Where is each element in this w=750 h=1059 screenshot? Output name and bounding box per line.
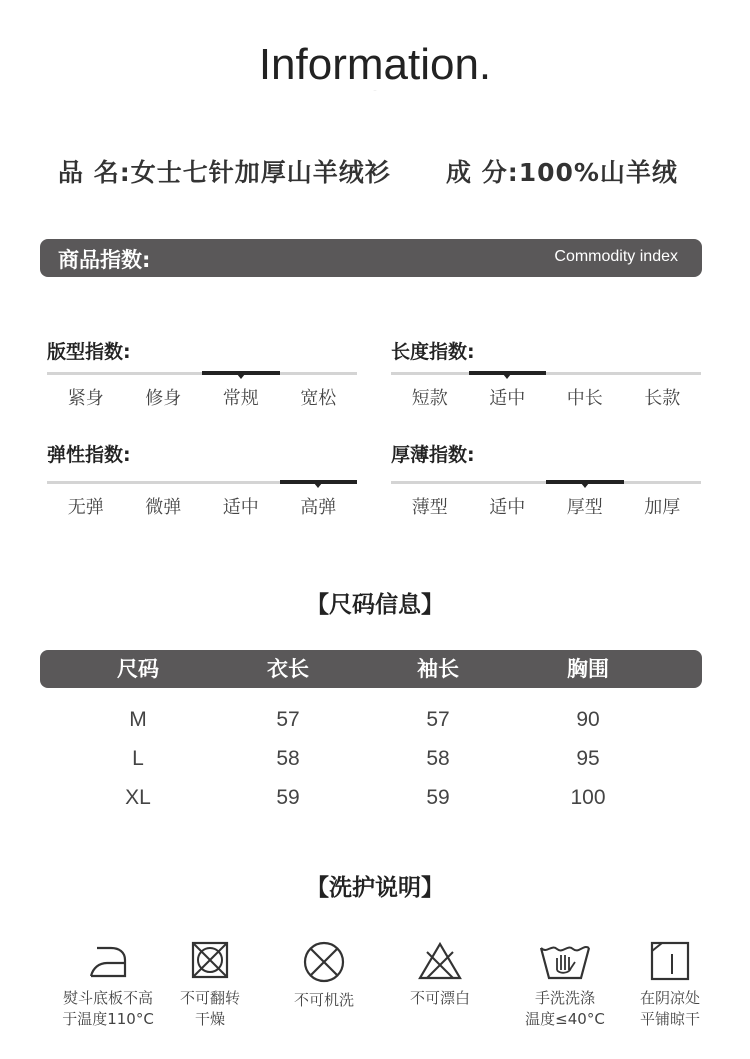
commodity-index-label: 商品指数: <box>58 248 151 272</box>
size-cell: 100 <box>570 785 606 809</box>
care-text: 不可机洗 <box>293 991 354 1009</box>
size-table-header <box>40 650 702 688</box>
scale-track <box>391 372 701 375</box>
fit-index-scale <box>47 372 357 412</box>
size-cell: 58 <box>426 746 450 770</box>
size-header-cell: 袖长 <box>417 657 459 681</box>
scale-option: 长款 <box>644 388 681 409</box>
care-item-no-machine-wash <box>269 940 379 1011</box>
scale-selected-marker <box>202 371 280 375</box>
length-index-scale <box>391 372 701 412</box>
product-composition: 成 分:100%山羊绒 <box>446 158 678 187</box>
scale-selected-marker <box>469 371 547 375</box>
size-section-title: 【尺码信息】 <box>306 592 444 618</box>
size-table <box>63 700 663 817</box>
care-text: 于温度110°C <box>62 1010 154 1028</box>
care-text: 温度≤40°C <box>525 1010 605 1028</box>
no-machine-wash-icon <box>299 940 349 984</box>
care-text: 干燥 <box>194 1010 225 1028</box>
scale-option: 加厚 <box>644 497 681 518</box>
size-header-cell: 胸围 <box>567 657 609 681</box>
scale-selected-marker <box>280 480 358 484</box>
scale-option: 中长 <box>566 388 603 409</box>
size-cell: M <box>129 707 147 731</box>
scale-option: 适中 <box>222 497 259 518</box>
size-cell: XL <box>125 785 151 809</box>
scale-option: 适中 <box>489 497 526 518</box>
scale-option: 常规 <box>222 388 259 409</box>
product-name: 品 名:女士七针加厚山羊绒衫 <box>58 158 391 187</box>
scale-option: 高弹 <box>300 497 337 518</box>
size-header-cell: 衣长 <box>267 657 309 681</box>
care-text: 熨斗底板不高 <box>62 989 153 1007</box>
page-title: Information. <box>258 40 492 89</box>
scale-selected-marker <box>546 480 624 484</box>
thickness-index-label: 厚薄指数: <box>391 444 475 466</box>
commodity-index-bar <box>40 239 702 277</box>
care-item-iron <box>53 940 163 1030</box>
table-row <box>63 700 663 739</box>
table-row <box>63 778 663 817</box>
length-index-label: 长度指数: <box>391 341 475 363</box>
elasticity-index-label: 弹性指数: <box>47 444 131 466</box>
no-bleach-icon <box>415 940 465 982</box>
size-cell: 58 <box>276 746 300 770</box>
table-row <box>63 739 663 778</box>
care-item-shade-dry-flat <box>615 940 725 1030</box>
size-cell: 57 <box>276 707 300 731</box>
scale-option: 修身 <box>145 388 182 409</box>
care-text: 在阴凉处 <box>639 989 700 1007</box>
scale-option: 微弹 <box>145 497 182 518</box>
size-header-cell: 尺码 <box>117 657 159 681</box>
size-cell: L <box>132 746 144 770</box>
thickness-index-scale <box>391 481 701 521</box>
title-decoration: — <box>373 88 377 92</box>
care-item-no-tumble-dry <box>155 940 265 1030</box>
shade-dry-flat-icon <box>648 940 692 982</box>
no-tumble-dry-icon <box>188 940 232 982</box>
size-cell: 95 <box>576 746 600 770</box>
elasticity-index-scale <box>47 481 357 521</box>
care-text: 平铺晾干 <box>639 1010 700 1028</box>
size-cell: 59 <box>426 785 450 809</box>
care-item-hand-wash <box>510 940 620 1030</box>
scale-option: 短款 <box>411 388 448 409</box>
size-cell: 59 <box>276 785 300 809</box>
scale-option: 宽松 <box>300 388 337 409</box>
scale-option: 无弹 <box>67 497 104 518</box>
care-text: 不可漂白 <box>409 989 470 1007</box>
fit-index-label: 版型指数: <box>47 341 131 363</box>
iron-icon <box>83 940 133 982</box>
care-section-title: 【洗护说明】 <box>306 875 444 901</box>
hand-wash-icon <box>537 940 593 982</box>
scale-option: 适中 <box>489 388 526 409</box>
size-cell: 57 <box>426 707 450 731</box>
scale-option: 厚型 <box>566 497 603 518</box>
size-cell: 90 <box>576 707 600 731</box>
care-item-no-bleach <box>385 940 495 1009</box>
care-text: 手洗洗涤 <box>534 989 595 1007</box>
scale-option: 紧身 <box>67 388 104 409</box>
care-text: 不可翻转 <box>179 989 240 1007</box>
commodity-index-label-en: Commodity index <box>554 248 678 265</box>
scale-option: 薄型 <box>411 497 448 518</box>
